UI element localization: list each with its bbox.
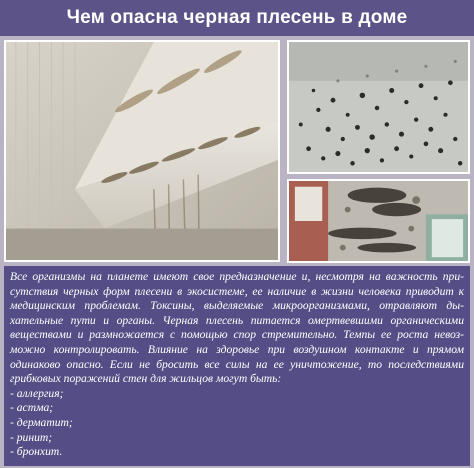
consequences-list [10, 387, 464, 460]
article-line: грибковых поражений стен для жильцов могут быть: [10, 372, 282, 386]
article-line: к медицинским проблемам. Токсины, выделяемые микроорганизмами, отравляют ды- [10, 284, 464, 313]
mold-wall-photo [4, 40, 280, 262]
article-line: одинаково опасно. Если не бросить все силы на ее уничтожение, то последствиями [10, 357, 464, 371]
list-item: - дерматит; [10, 415, 73, 429]
article-paragraph [10, 270, 464, 387]
title-bar [0, 0, 474, 36]
list-item: - ринит; [10, 430, 53, 444]
list-item: - бронхит. [10, 445, 63, 459]
article-line: сутствия черных форм плесени в экосистеме, ее наличие в жизни человека приводит [10, 284, 454, 298]
article-line: веществами и размножается с помощью спор стремительно. Темпы ее роста невоз- [10, 328, 464, 342]
list-item: - аллергия; [10, 386, 64, 400]
article-line: хательные пути и органы. Черная плесень питается омертвевшими органическими [10, 313, 464, 327]
article-text-panel [4, 266, 470, 466]
article-line: можно контролировать. Влияние на здоровье при воздушном контакте и прямом [10, 342, 464, 356]
article-line: Все организмы на планете имеют свое предназначение и, несмотря на важность при- [10, 270, 464, 283]
page-title: Чем опасна черная плесень в доме [66, 7, 408, 28]
mold-spores-photo [287, 40, 470, 174]
mold-corner-photo [287, 179, 470, 263]
list-item: - астма; [10, 401, 54, 415]
